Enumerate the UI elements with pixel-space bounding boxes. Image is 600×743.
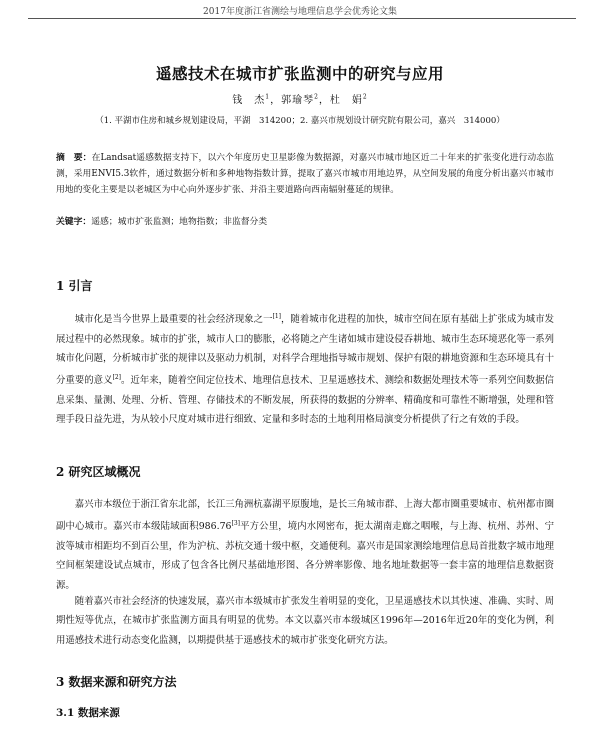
- paper-title: 遥感技术在城市扩张监测中的研究与应用: [155, 64, 444, 83]
- citation: [1]: [272, 313, 281, 320]
- section-heading-study-area: 2 研究区域概况: [56, 465, 141, 479]
- introduction-paragraph: [56, 307, 554, 430]
- author-separator: ，: [318, 95, 330, 106]
- author-name: 杜 娟: [329, 95, 363, 106]
- study-area-paragraph: 随着嘉兴市社会经济的快速发展，嘉兴市本级城市扩张发生着明显的变化，卫星遥感技术以其快速、准确、实时、周期性短等优点，在城市扩张监测方面具有明显的优势。本文以嘉兴市本级城区1996年—2016年近20年的变化为例，利用遥感技术进行动态变化监测，以期提供基于遥感技术的城市扩张变化研究方法。: [56, 596, 554, 646]
- header-rule: [28, 18, 576, 19]
- paragraph-text: 嘉兴市本级位于浙江省东北部，长江三角洲杭嘉湖平原腹地，是长三角城市群、上海大都市圈重要城市、杭州都市圈副中心城市。嘉兴市本级陆域面积986.76: [56, 499, 554, 533]
- author-name: 钱 杰: [232, 95, 266, 106]
- keywords: [56, 214, 554, 230]
- abstract: [56, 150, 554, 198]
- study-area-paragraph: [56, 495, 554, 595]
- author-affil-mark: 1: [265, 93, 271, 101]
- author-separator: ，: [270, 95, 282, 106]
- paragraph-text: 平方公里，境内水网密布，扼太湖南走廊之咽喉，与上海、杭州、苏州、宁波等城市相距均不到百公里，作为沪杭、苏杭交通十级中枢，交通便利。嘉兴市是国家测绘地理信息局首批数字城市地理空间框架建设试点城市，形成了包含各比例尺基础地形图、各分辨率影像、地名地址数据等一套丰富的地理信息数据资源。: [56, 521, 554, 591]
- citation: [2]: [112, 374, 121, 382]
- subsection-heading-data-source: 3.1 数据来源: [56, 707, 120, 719]
- abstract-label: 摘 要：: [56, 153, 92, 163]
- paragraph-text: ，随着城市化进程的加快，城市空间在原有基础上扩张成为城市发展过程中的必然现象。城市的扩张，城市人口的膨胀，必将随之产生诸如城市建设侵吞耕地、城市生态环境恶化等一系列城市化问题，分析城市扩张的规律以及驱动力机制，对科学合理地指导城市规划、保护有限的耕地资源和生态环境具有十分重要的意义: [56, 314, 554, 387]
- paragraph-text: 。近年来，随着空间定位技术、地理信息技术、卫星遥感技术、测绘和数据处理技术等一系列空间数据信息采集、量测、处理、分析、管理、存储技术的不断发展，所获得的数据的分辨率、精确度和可靠性不断增强，处理和管理手段日益先进，为从较小尺度对城市进行细致、定量和多时态的土地利用格局演变分析提供了行之有效的手段。: [56, 375, 554, 426]
- author-name: 郭瑜琴: [281, 95, 315, 106]
- abstract-text: 在Landsat遥感数据支持下，以六个年度历史卫星影像为数据源，对嘉兴市城市地区近二十年来的扩张变化进行动态监测，采用ENVI5.3软件，通过数据分析和多种地物指数计算，提取了嘉兴市城市用地边界，从空间发展的角度分析出嘉兴市城市用地的变化主要是以老城区为中心向外逐步扩张、并沿主要道路向西南辐射蔓延的规律。: [56, 153, 554, 195]
- paragraph-text: 城市化是当今世界上最重要的社会经济现象之一: [74, 314, 273, 326]
- keywords-text: 遥感；城市扩张监测；地物指数；非监督分类: [91, 217, 268, 227]
- section-heading-introduction: 1 引言: [56, 279, 93, 293]
- section-heading-data-methods: 3 数据来源和研究方法: [56, 675, 177, 689]
- citation: [3]: [231, 520, 241, 528]
- keywords-label: 关键字：: [56, 217, 92, 227]
- running-head: 2017年度浙江省测绘与地理信息学会优秀论文集: [203, 7, 397, 17]
- author-affil-mark: 2: [314, 93, 319, 101]
- affiliation: （1. 平湖市住房和城乡规划建设局，平湖 314200；2. 嘉兴市规划设计研究院有限公司，嘉兴 314000）: [95, 116, 505, 126]
- author-line: [0, 91, 600, 106]
- author-affil-mark: 2: [362, 93, 368, 101]
